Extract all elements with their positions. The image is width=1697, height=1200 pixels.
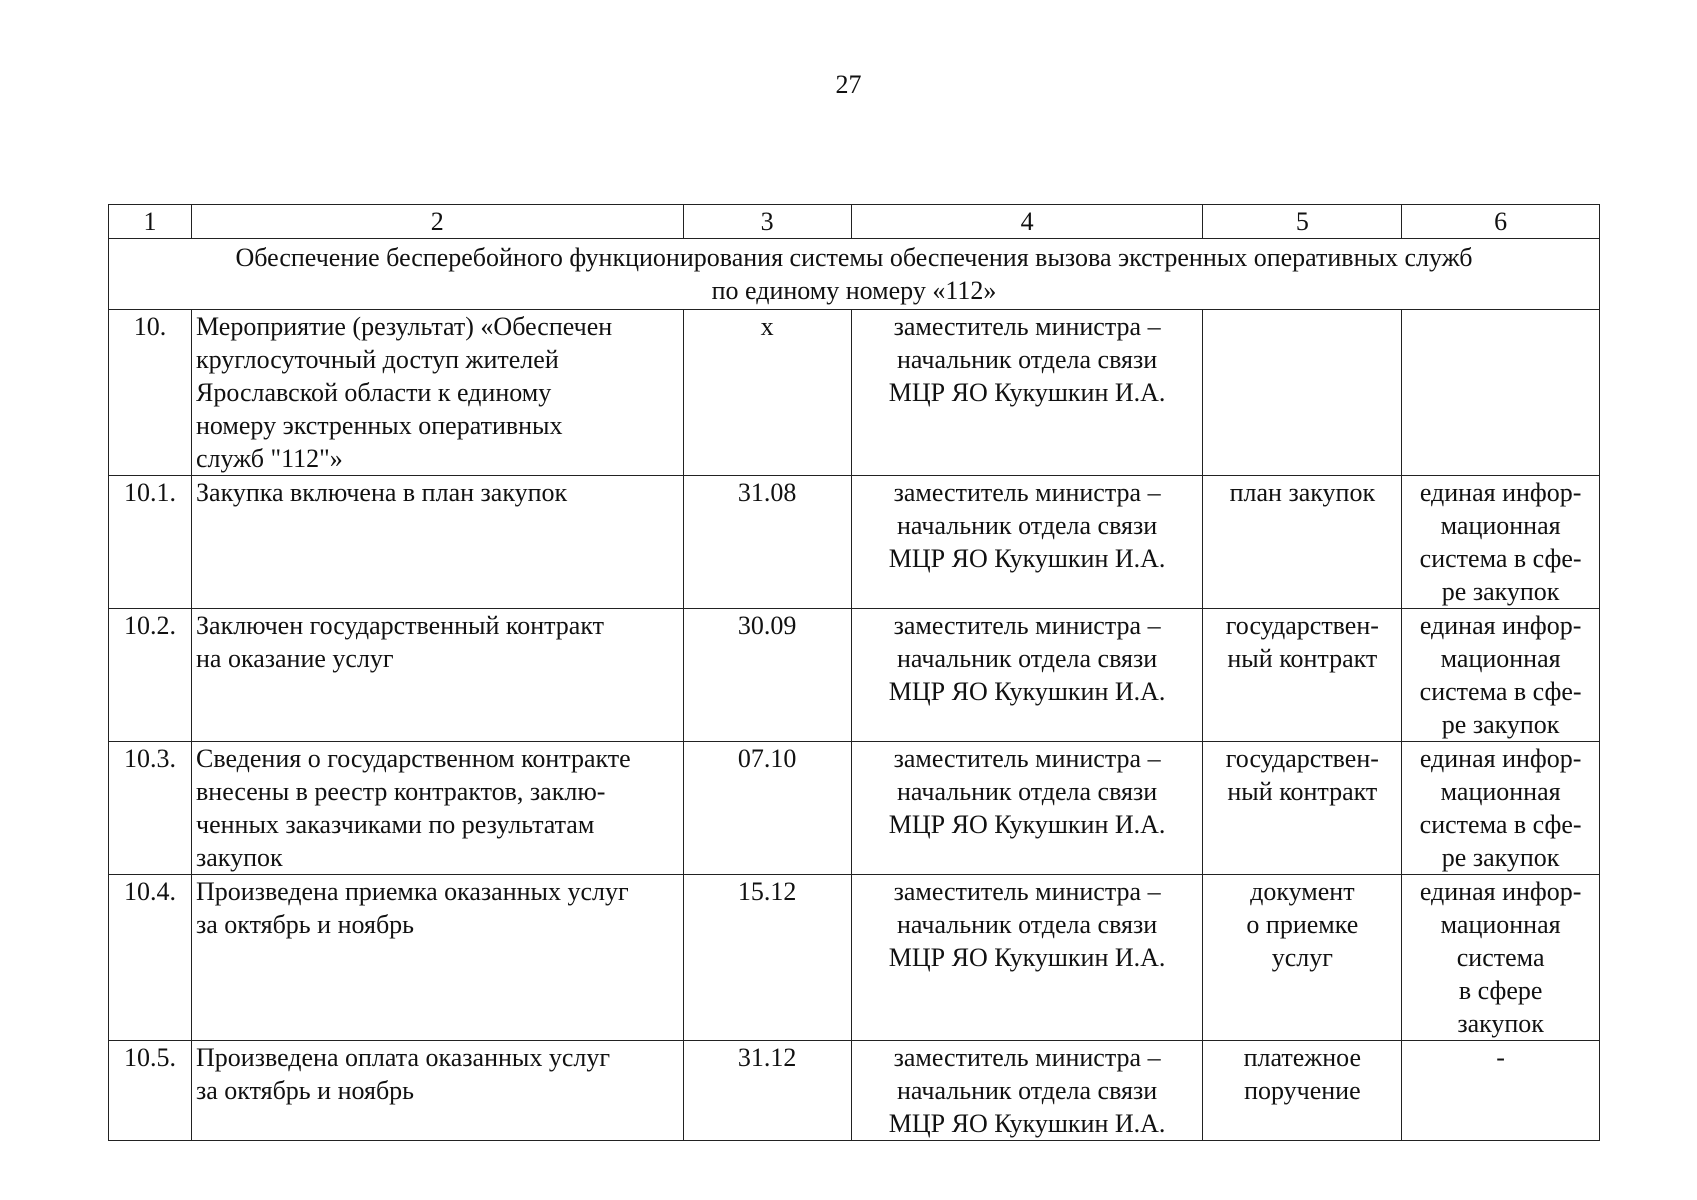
row-number: 10.3. (109, 742, 192, 875)
confirming-document-line: государствен- (1225, 611, 1379, 640)
activity-description-line: закупок (196, 843, 283, 872)
row-number: 10.1. (109, 476, 192, 609)
completion-date: 31.12 (683, 1041, 851, 1141)
table-row (109, 875, 1600, 1041)
activity-description-line: внесены в реестр контрактов, заклю- (196, 777, 606, 806)
page-number: 27 (835, 70, 862, 99)
activity-description (192, 310, 684, 476)
information-source-line: ре закупок (1441, 710, 1560, 739)
table-row (109, 310, 1600, 476)
activity-description (192, 742, 684, 875)
confirming-document-line: о приемке (1246, 910, 1359, 939)
activity-description-line: служб "112"» (196, 444, 343, 473)
completion-date: 31.08 (683, 476, 851, 609)
information-source-line: единая инфор- (1419, 877, 1582, 906)
activity-description-line: за октябрь и ноябрь (196, 910, 415, 939)
column-number: 5 (1203, 205, 1402, 239)
activity-description-line: номеру экстренных оперативных (196, 411, 563, 440)
section-title (109, 239, 1600, 310)
information-source-line: единая инфор- (1419, 478, 1582, 507)
responsible-person-line: начальник отдела связи (897, 777, 1158, 806)
column-number: 2 (192, 205, 684, 239)
confirming-document-line: ный контракт (1227, 777, 1378, 806)
activity-description (192, 875, 684, 1041)
responsible-person-line: заместитель министра – (893, 478, 1161, 507)
responsible-person (851, 875, 1203, 1041)
plan-table (108, 204, 1600, 1141)
information-source-line: в сфере (1458, 976, 1543, 1005)
information-source-line: система в сфе- (1419, 544, 1582, 573)
information-source-line: мационная (1440, 644, 1561, 673)
column-number-row (109, 205, 1600, 239)
responsible-person (851, 609, 1203, 742)
responsible-person-line: МЦР ЯО Кукушкин И.А. (888, 378, 1166, 407)
activity-description-line: Закупка включена в план закупок (196, 478, 568, 507)
activity-description-line: Произведена приемка оказанных услуг (196, 877, 629, 906)
responsible-person (851, 1041, 1203, 1141)
responsible-person-line: МЦР ЯО Кукушкин И.А. (888, 544, 1166, 573)
responsible-person-line: заместитель министра – (893, 312, 1161, 341)
activity-description-line: Заключен государственный контракт (196, 611, 605, 640)
section-title-line: по единому номеру «112» (711, 276, 997, 305)
information-source-line: система (1456, 943, 1545, 972)
confirming-document (1203, 609, 1402, 742)
confirming-document (1203, 310, 1402, 476)
information-source (1402, 310, 1600, 476)
completion-date: 07.10 (683, 742, 851, 875)
responsible-person-line: начальник отдела связи (897, 910, 1158, 939)
responsible-person-line: МЦР ЯО Кукушкин И.А. (888, 943, 1166, 972)
activity-description-line: ченных заказчиками по результатам (196, 810, 595, 839)
information-source-line: система в сфе- (1419, 677, 1582, 706)
information-source (1402, 476, 1600, 609)
responsible-person-line: заместитель министра – (893, 744, 1161, 773)
row-number: 10.5. (109, 1041, 192, 1141)
information-source-line: мационная (1440, 511, 1561, 540)
information-source (1402, 609, 1600, 742)
activity-description-line: Ярославской области к единому (196, 378, 552, 407)
confirming-document-line: поручение (1244, 1076, 1361, 1105)
activity-description (192, 609, 684, 742)
table-row (109, 1041, 1600, 1141)
row-number: 10.4. (109, 875, 192, 1041)
column-number: 1 (109, 205, 192, 239)
table-row (109, 609, 1600, 742)
confirming-document (1203, 1041, 1402, 1141)
responsible-person-line: начальник отдела связи (897, 644, 1158, 673)
responsible-person-line: начальник отдела связи (897, 1076, 1158, 1105)
activity-description (192, 1041, 684, 1141)
information-source-line: единая инфор- (1419, 744, 1582, 773)
confirming-document-line: план закупок (1229, 478, 1376, 507)
information-source-line: ре закупок (1441, 577, 1560, 606)
information-source-line: мационная (1440, 910, 1561, 939)
confirming-document (1203, 875, 1402, 1041)
responsible-person-line: МЦР ЯО Кукушкин И.А. (888, 810, 1166, 839)
confirming-document (1203, 476, 1402, 609)
information-source-line: единая инфор- (1419, 611, 1582, 640)
activity-description-line: круглосуточный доступ жителей (196, 345, 559, 374)
row-number: 10.2. (109, 609, 192, 742)
row-number: 10. (109, 310, 192, 476)
responsible-person-line: начальник отдела связи (897, 511, 1158, 540)
table-row (109, 742, 1600, 875)
activity-description (192, 476, 684, 609)
responsible-person (851, 742, 1203, 875)
responsible-person-line: заместитель министра – (893, 877, 1161, 906)
confirming-document-line: платежное (1243, 1043, 1362, 1072)
completion-date: х (683, 310, 851, 476)
confirming-document-line: ный контракт (1227, 644, 1378, 673)
information-source-line: мационная (1440, 777, 1561, 806)
information-source-line: закупок (1457, 1009, 1544, 1038)
activity-description-line: за октябрь и ноябрь (196, 1076, 415, 1105)
responsible-person-line: заместитель министра – (893, 611, 1161, 640)
column-number: 6 (1402, 205, 1600, 239)
section-header-row (109, 239, 1600, 310)
activity-description-line: Сведения о государственном контракте (196, 744, 631, 773)
responsible-person (851, 476, 1203, 609)
confirming-document (1203, 742, 1402, 875)
activity-description-line: на оказание услуг (196, 644, 394, 673)
information-source-line: ре закупок (1441, 843, 1560, 872)
column-number: 4 (851, 205, 1203, 239)
responsible-person-line: МЦР ЯО Кукушкин И.А. (888, 1109, 1166, 1138)
activity-description-line: Произведена оплата оказанных услуг (196, 1043, 611, 1072)
completion-date: 15.12 (683, 875, 851, 1041)
confirming-document-line: услуг (1271, 943, 1333, 972)
responsible-person-line: МЦР ЯО Кукушкин И.А. (888, 677, 1166, 706)
responsible-person-line: заместитель министра – (893, 1043, 1161, 1072)
confirming-document-line: государствен- (1225, 744, 1379, 773)
information-source-line: система в сфе- (1419, 810, 1582, 839)
information-source-line: - (1496, 1043, 1505, 1072)
responsible-person (851, 310, 1203, 476)
column-number: 3 (683, 205, 851, 239)
completion-date: 30.09 (683, 609, 851, 742)
information-source (1402, 742, 1600, 875)
information-source (1402, 875, 1600, 1041)
confirming-document-line: документ (1250, 877, 1355, 906)
table-row (109, 476, 1600, 609)
information-source (1402, 1041, 1600, 1141)
responsible-person-line: начальник отдела связи (897, 345, 1158, 374)
section-title-line: Обеспечение бесперебойного функционирования системы обеспечения вызова экстренных оперативных служб (235, 243, 1473, 272)
activity-description-line: Мероприятие (результат) «Обеспечен (196, 312, 613, 341)
